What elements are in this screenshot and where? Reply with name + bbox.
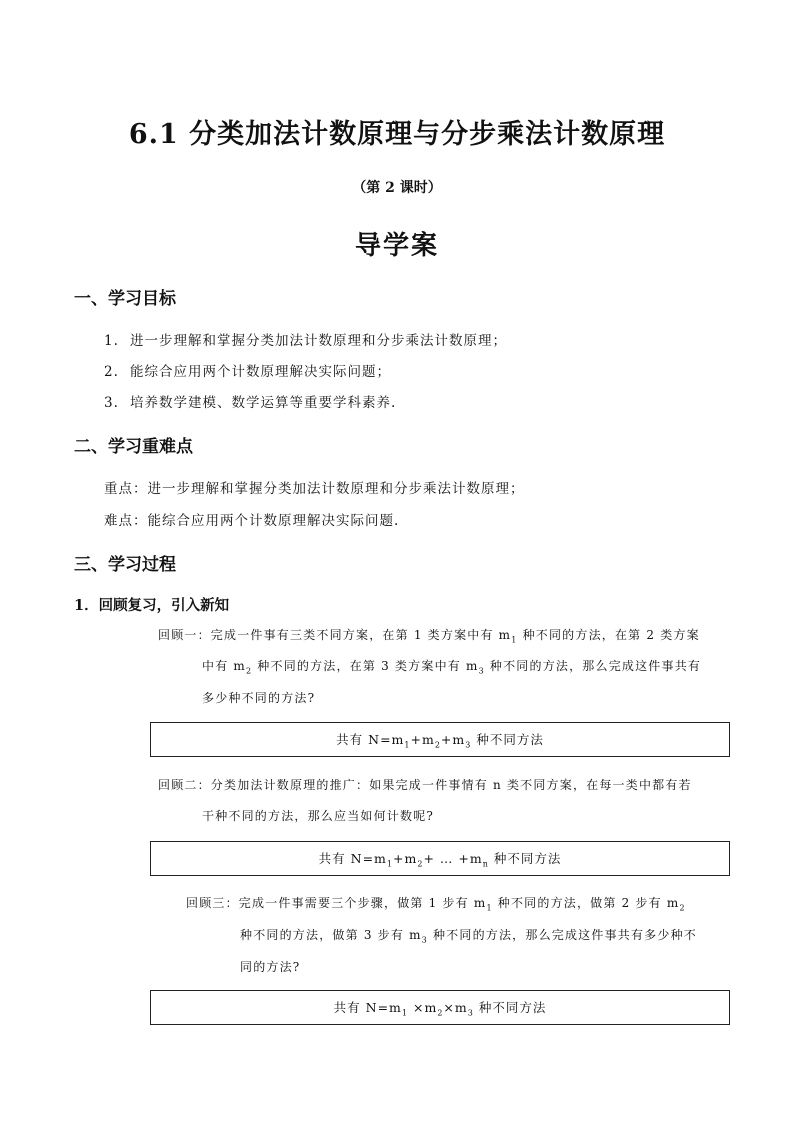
section-process-heading: 三、学习过程 (74, 555, 176, 575)
section-key-difficult-heading: 二、学习重难点 (74, 437, 193, 457)
review3-text: 回顾三：完成一件事需要三个步骤，做第 1 步有 m (186, 896, 487, 910)
subscript: 3 (467, 1008, 474, 1018)
answer-text: +m (393, 851, 418, 866)
review3-line2 (240, 926, 697, 944)
review1-text: 中有 m (202, 659, 246, 673)
answer-text: 种不同方法 (488, 851, 562, 866)
answer-box (150, 990, 730, 1025)
goal-item (104, 360, 391, 380)
goal-text: 培养数学建模、数学运算等重要学科素养. (130, 395, 397, 411)
review1-text: 种不同的方法，那么完成这件事共有 (484, 659, 702, 673)
subscript: n (482, 859, 489, 869)
subscript: 1 (486, 903, 493, 913)
subscript: 2 (437, 1008, 444, 1018)
review3-text: 种不同的方法，做第 2 步有 m (492, 896, 680, 910)
answer-text: 种不同方法 (473, 1000, 547, 1015)
goal-item (104, 391, 396, 411)
review3-line3: 同的方法? (240, 960, 301, 974)
answer-text: + … +m (423, 851, 483, 866)
goal-number: 2. (104, 364, 119, 380)
answer-text: +m (440, 732, 466, 747)
key-point-text: 重点：进一步理解和掌握分类加法计数原理和分步乘法计数原理； (104, 481, 525, 497)
subscript: 1 (386, 859, 394, 869)
review-subheading: 1．回顾复习，引入新知 (74, 597, 230, 614)
subscript: 1 (511, 635, 518, 645)
review1-text: 种不同的方法，在第 2 类方案 (517, 628, 700, 642)
page-title: 6.1 分类加法计数原理与分步乘法计数原理 (128, 119, 666, 150)
review3-line1 (186, 894, 686, 912)
difficulty-text: 难点：能综合应用两个计数原理解决实际问题. (104, 513, 400, 529)
subscript: 2 (246, 666, 253, 676)
subscript: 3 (478, 666, 485, 676)
goal-number: 1. (104, 333, 119, 349)
section-learning-goals-heading: 一、学习目标 (74, 289, 176, 309)
review1-line1 (158, 626, 700, 644)
answer-box (150, 722, 730, 757)
subscript: 1 (401, 1008, 409, 1018)
answer-text: 共有 N=m (333, 1000, 402, 1015)
goal-number: 3. (104, 395, 119, 411)
lesson-number: （第 2 课时） (352, 180, 442, 196)
subscript: 1 (404, 740, 411, 750)
review1-text: 回顾一：完成一件事有三类不同方案，在第 1 类方案中有 m (158, 628, 512, 642)
review2-line1: 回顾二：分类加法计数原理的推广：如果完成一件事情有 n 类不同方案，在每一类中都有若 (158, 778, 692, 792)
subscript: 2 (679, 903, 686, 913)
review1-line3: 多少种不同的方法? (202, 691, 316, 705)
review1-line2 (202, 657, 701, 675)
goal-item (104, 329, 507, 349)
subscript: 3 (421, 935, 428, 945)
answer-text: ×m (408, 1000, 438, 1015)
subscript: 2 (417, 859, 424, 869)
subscript: 3 (465, 740, 472, 750)
answer-text: 共有 N=m (336, 732, 405, 747)
goal-text: 能综合应用两个计数原理解决实际问题； (130, 364, 391, 380)
subscript: 2 (434, 740, 441, 750)
review3-text: 种不同的方法，那么完成这件事共有多少种不 (427, 928, 697, 942)
answer-text: ×m (443, 1000, 468, 1015)
review1-text: 种不同的方法，在第 3 类方案中有 m (252, 659, 479, 673)
plan-title: 导学案 (354, 231, 439, 261)
review2-line2: 干种不同的方法，那么应当如何计数呢? (202, 809, 435, 823)
answer-text: +m (410, 732, 435, 747)
review3-text: 种不同的方法，做第 3 步有 m (240, 928, 422, 942)
answer-box (150, 841, 730, 876)
goal-text: 进一步理解和掌握分类加法计数原理和分步乘法计数原理； (130, 333, 507, 349)
answer-text: 共有 N=m (318, 851, 387, 866)
answer-text: 种不同方法 (471, 732, 544, 747)
